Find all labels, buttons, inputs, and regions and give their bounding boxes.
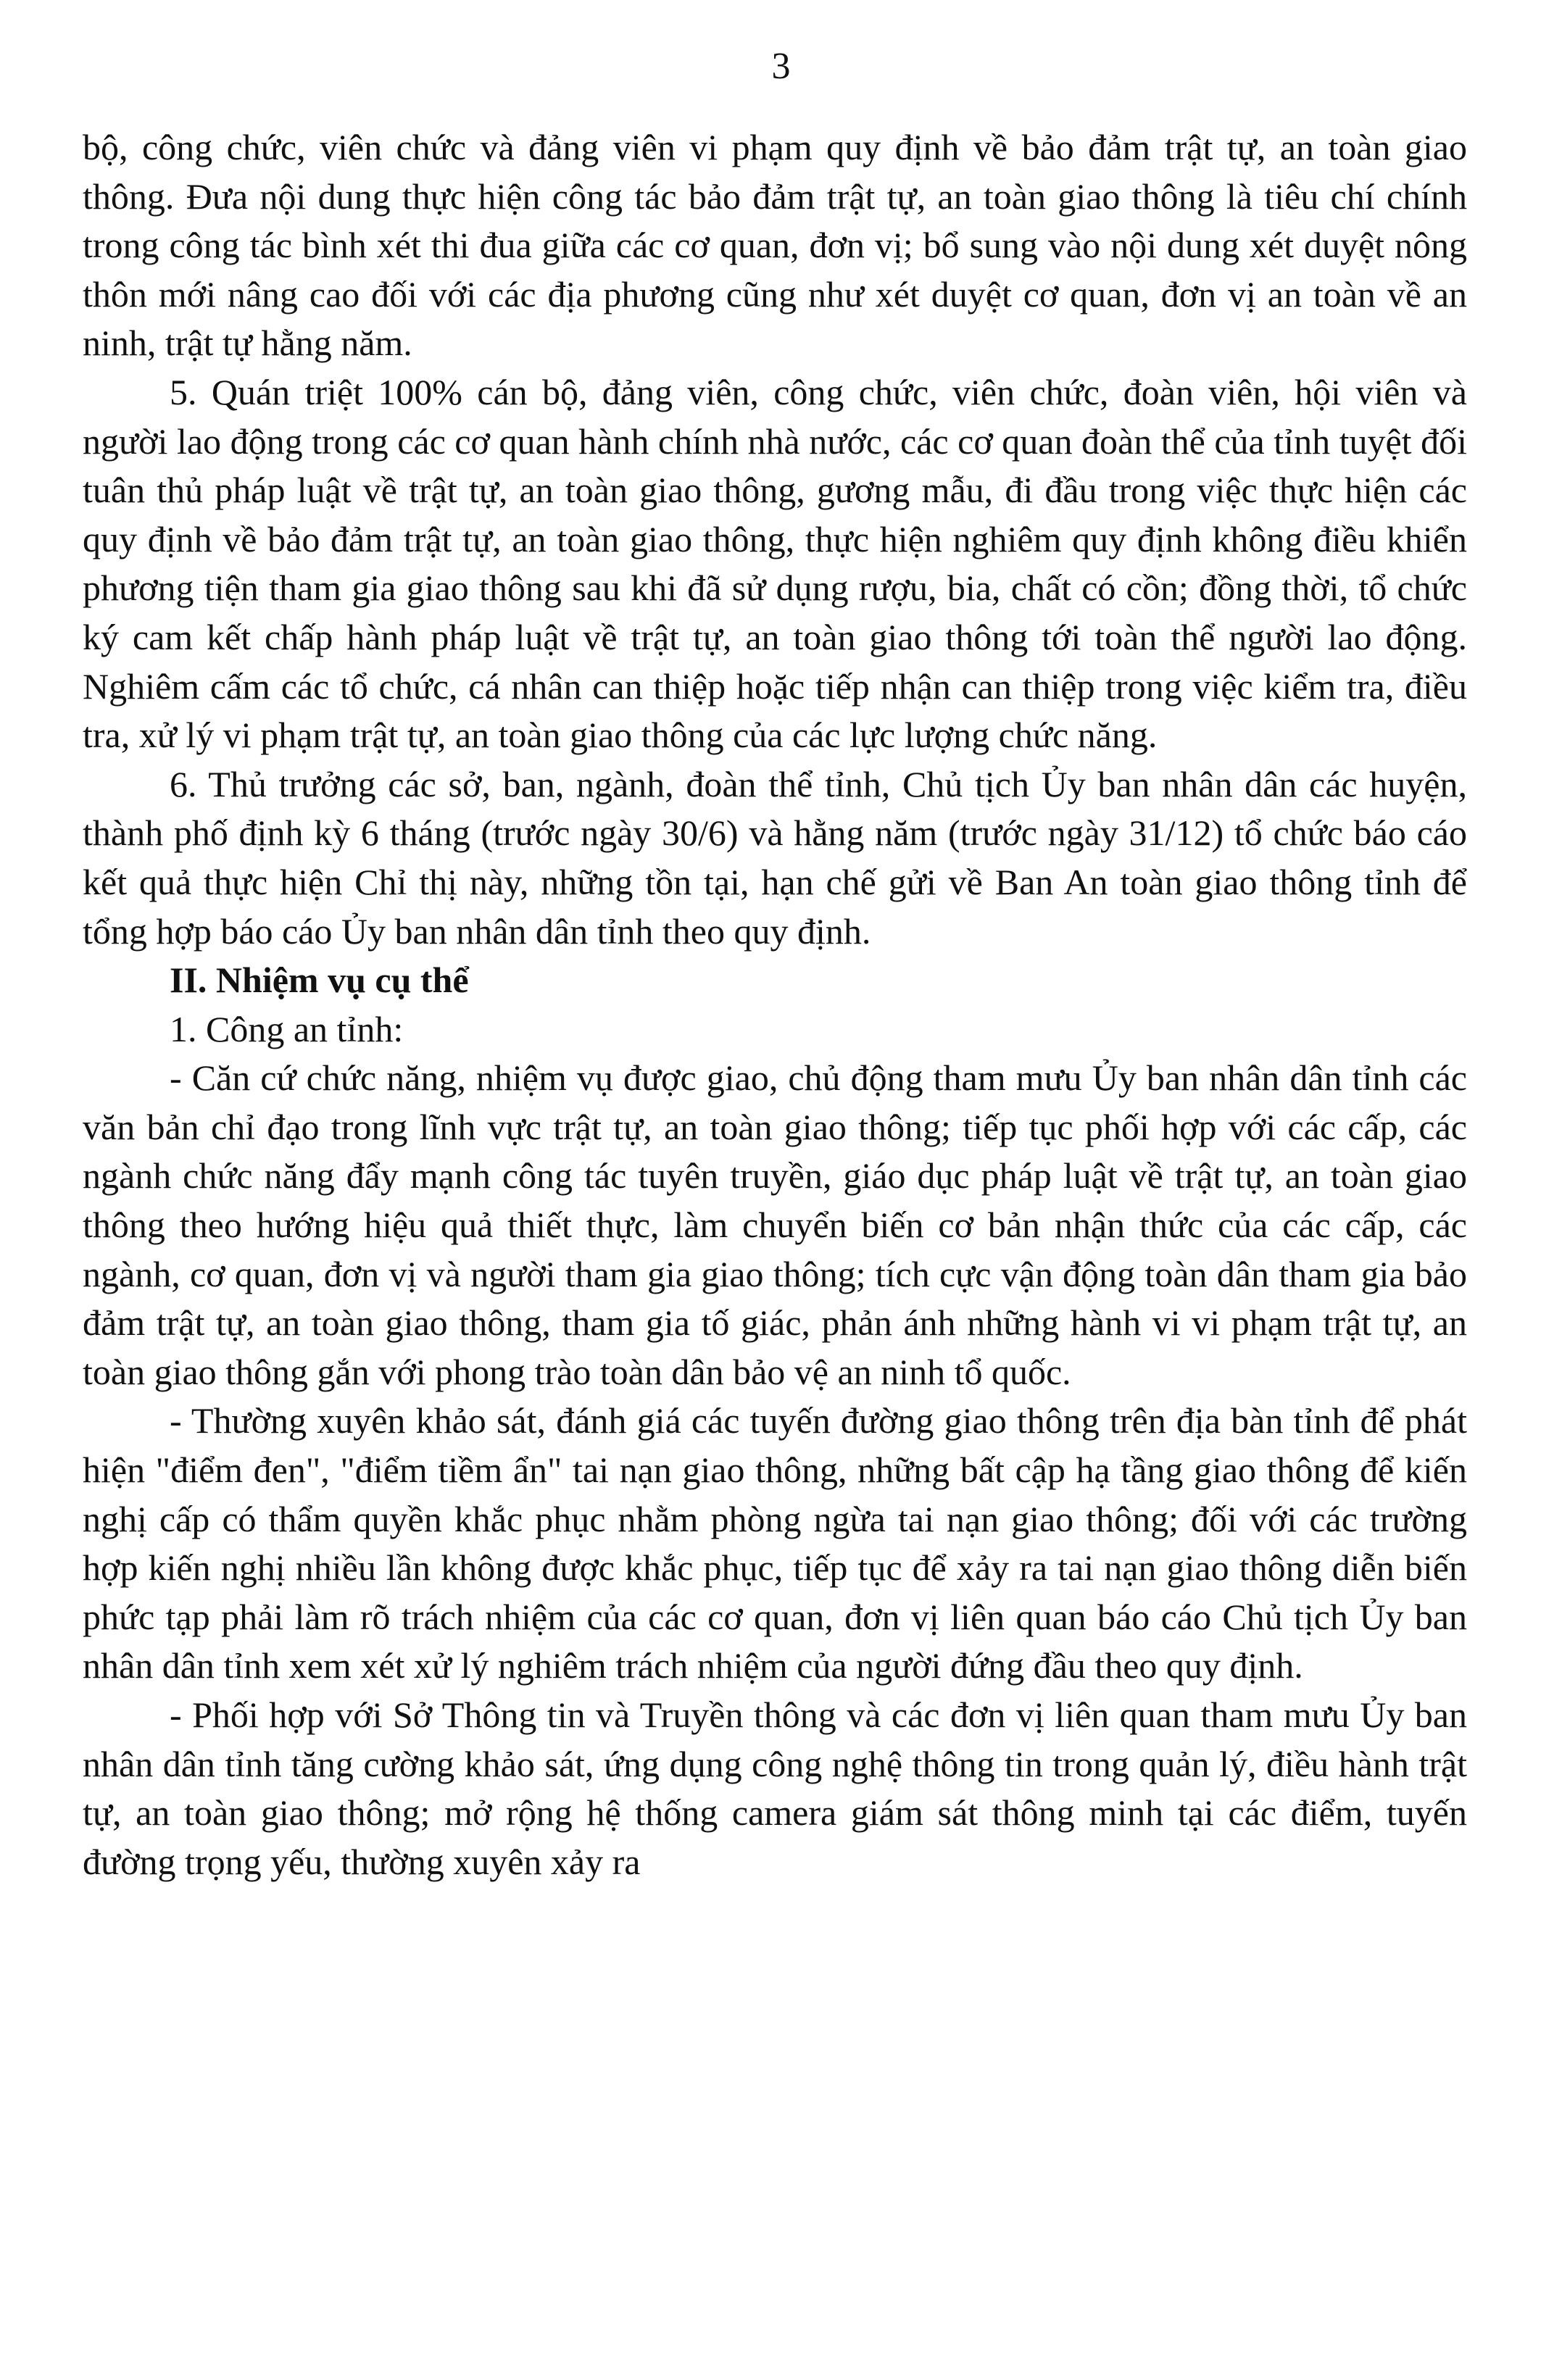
- paragraph-bullet-1: - Căn cứ chức năng, nhiệm vụ được giao, chủ động tham mưu Ủy ban nhân dân tỉnh các văn bản chỉ đạo trong lĩnh vực trật tự, an toàn giao thông; tiếp tục phối hợp với các cấp, các ngành chức năng đẩy mạnh công tác tuyên truyền, giáo dục pháp luật về trật tự, an toàn giao thông theo hướng hiệu quả thiết thực, làm chuyển biến cơ bản nhận thức của các cấp, các ngành, cơ quan, đơn vị và người tham gia giao thông; tích cực vận động toàn dân tham gia bảo đảm trật tự, an toàn giao thông, tham gia tố giác, phản ánh những hành vi vi phạm trật tự, an toàn giao thông gắn với phong trào toàn dân bảo vệ an ninh tổ quốc.: [83, 1057, 1467, 1392]
- paragraph-bullet-2: - Thường xuyên khảo sát, đánh giá các tuyến đường giao thông trên địa bàn tỉnh để phát hiện "điểm đen", "điểm tiềm ẩn" tai nạn giao thông, những bất cập hạ tầng giao thông để kiến nghị cấp có thẩm quyền khắc phục nhằm phòng ngừa tai nạn giao thông; đối với các trường hợp kiến nghị nhiều lần không được khắc phục, tiếp tục để xảy ra tai nạn giao thông diễn biến phức tạp phải làm rõ trách nhiệm của các cơ quan, đơn vị liên quan báo cáo Chủ tịch Ủy ban nhân dân tỉnh xem xét xử lý nghiêm trách nhiệm của người đứng đầu theo quy định.: [83, 1400, 1467, 1686]
- section-heading-ii: II. Nhiệm vụ cụ thể: [170, 960, 469, 1001]
- paragraph-item-6: 6. Thủ trưởng các sở, ban, ngành, đoàn thể tỉnh, Chủ tịch Ủy ban nhân dân các huyện, thành phố định kỳ 6 tháng (trước ngày 30/6) và hằng năm (trước ngày 31/12) tổ chức báo cáo kết quả thực hiện Chỉ thị này, những tồn tại, hạn chế gửi về Ban An toàn giao thông tỉnh để tổng hợp báo cáo Ủy ban nhân dân tỉnh theo quy định.: [83, 763, 1467, 952]
- paragraph-bullet-3: - Phối hợp với Sở Thông tin và Truyền thông và các đơn vị liên quan tham mưu Ủy ban nhân dân tỉnh tăng cường khảo sát, ứng dụng công nghệ thông tin trong quản lý, điều hành trật tự, an toàn giao thông; mở rộng hệ thống camera giám sát thông minh tại các điểm, tuyến đường trọng yếu, thường xuyên xảy ra: [83, 1694, 1467, 1882]
- paragraph-continuation: bộ, công chức, viên chức và đảng viên vi phạm quy định về bảo đảm trật tự, an toàn giao thông. Đưa nội dung thực hiện công tác bảo đảm trật tự, an toàn giao thông là tiêu chí chính trong công tác bình xét thi đua giữa các cơ quan, đơn vị; bổ sung vào nội dung xét duyệt nông thôn mới nâng cao đối với các địa phương cũng như xét duyệt cơ quan, đơn vị an toàn về an ninh, trật tự hằng năm.: [83, 127, 1467, 364]
- subsection-heading-1: 1. Công an tỉnh:: [170, 1008, 404, 1049]
- page-number: 3: [771, 46, 791, 87]
- paragraph-item-5: 5. Quán triệt 100% cán bộ, đảng viên, công chức, viên chức, đoàn viên, hội viên và người lao động trong các cơ quan hành chính nhà nước, các cơ quan đoàn thể của tỉnh tuyệt đối tuân thủ pháp luật về trật tự, an toàn giao thông, gương mẫu, đi đầu trong việc thực hiện các quy định về bảo đảm trật tự, an toàn giao thông, thực hiện nghiêm quy định không điều khiển phương tiện tham gia giao thông sau khi đã sử dụng rượu, bia, chất có cồn; đồng thời, tổ chức ký cam kết chấp hành pháp luật về trật tự, an toàn giao thông tới toàn thể người lao động. Nghiêm cấm các tổ chức, cá nhân can thiệp hoặc tiếp nhận can thiệp trong việc kiểm tra, điều tra, xử lý vi phạm trật tự, an toàn giao thông của các lực lượng chức năng.: [83, 371, 1467, 756]
- document-body: [83, 123, 1467, 1886]
